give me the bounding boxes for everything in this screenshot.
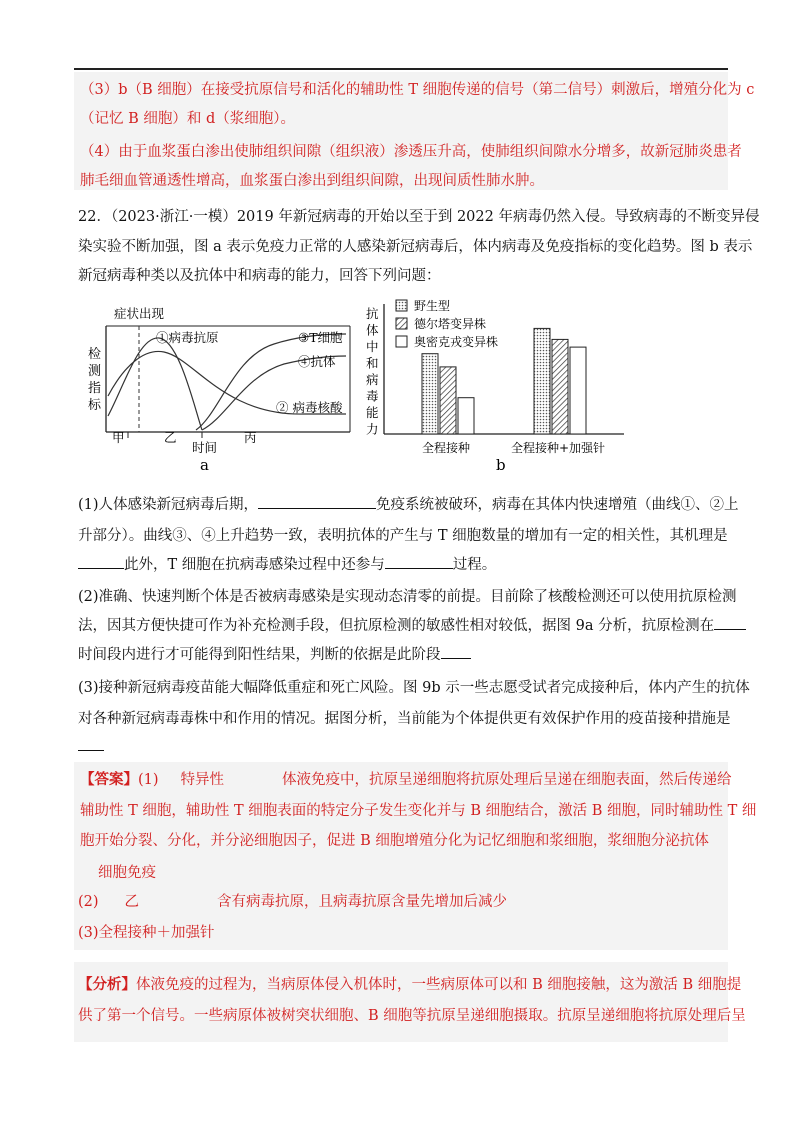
legend-swatch — [396, 336, 407, 347]
figure-a — [84, 296, 358, 474]
bar — [570, 347, 586, 434]
prev-answer-line-4b: 肺毛细血管通透性增高，血浆蛋白渗出到组织间隙，出现间质性肺水肿。 — [80, 173, 544, 189]
q1-text-pre: (1)人体感染新冠病毒后期， — [78, 497, 259, 513]
answer-tag: 【答案】 — [80, 771, 138, 788]
prev-answer-line-3a: （3）b（B 细胞）在接受抗原信号和活化的辅助性 T 细胞传递的信号（第二信号）刺激后，增殖分化为 c — [80, 82, 755, 98]
answer-1-blank-2a: 体液免疫中，抗原呈递细胞将抗原处理后呈递在细胞表面，然后传递给 — [282, 772, 732, 788]
question-1-line-a — [78, 493, 739, 514]
analysis-text-1: 体液免疫的过程为，当病原体侵入机体时，一些病原体可以和 B 细胞接触，这为激活 B 细胞提 — [136, 977, 742, 993]
fig-b-legend — [396, 298, 498, 349]
fig-a-label-virus-antigen: ①病毒抗原 — [156, 330, 219, 345]
q2-blank-1[interactable] — [714, 615, 746, 630]
q1-blank-2[interactable] — [78, 554, 124, 569]
question-3-line-a: (3)接种新冠病毒疫苗能大幅降低重症和死亡风险。图 9b 示一些志愿受试者完成接种后，体内产生的抗体 — [78, 680, 750, 696]
q2-text-pre: 法，因其方便快捷可作为补充检测手段，但抗原检测的敏感性相对较低，据图 9a 分析，抗原检测在 — [78, 618, 715, 634]
top-rule — [74, 68, 728, 70]
legend-swatch — [396, 300, 407, 311]
q2-blank-2[interactable] — [441, 644, 471, 659]
fig-a-label-t-cell: ③T细胞 — [298, 330, 343, 345]
fig-a-ylabel-4: 标 — [88, 398, 102, 413]
question-3-line-b: 对各种新冠病毒毒株中和作用的情况。据图分析，当前能为个体提供更有效保护作用的疫苗接种措施是 — [78, 711, 731, 727]
question-1-line-b: 升部分）。曲线③、④上升趋势一致，表明抗体的产生与 T 细胞数量的增加有一定的相关性，其机理是 — [78, 528, 728, 544]
question-stem-1: 22．（2023·浙江·一模）2019 年新冠病毒的开始以至于到 2022 年病毒仍然入侵。导致病毒的不断变异侵 — [78, 209, 760, 225]
figure-b-chart — [362, 292, 634, 474]
fig-b-ylabel-char: 体 — [366, 322, 379, 338]
q1-blank-3[interactable] — [385, 554, 453, 569]
legend-label: 德尔塔变异株 — [414, 317, 487, 331]
bar — [440, 367, 456, 434]
fig-a-ylabel-1: 检 — [88, 347, 102, 362]
q3-blank-1[interactable] — [78, 736, 104, 751]
answer-2-blank-1: 乙 — [124, 894, 140, 910]
fig-b-ylabel-char: 抗 — [366, 306, 379, 321]
bar — [422, 354, 438, 434]
fig-b-category-labels — [422, 440, 605, 455]
answer-line-6: (3)全程接种＋加强针 — [78, 925, 215, 941]
answer-1-blank-1: 特异性 — [180, 772, 225, 788]
answer-2-blank-2: 含有病毒抗原，且病毒抗原含量先增加后减少 — [217, 894, 508, 910]
fig-a-symptom-label: 症状出现 — [114, 306, 165, 321]
answer-1-num: (1) — [138, 772, 159, 788]
answer-2-num: (2) — [78, 894, 99, 910]
analysis-tag: 【分析】 — [78, 976, 136, 993]
question-2-line-b — [78, 614, 746, 635]
category-label: 全程接种+加强针 — [510, 441, 606, 455]
fig-b-ylabel-char: 力 — [366, 421, 379, 437]
question-1-line-c — [78, 553, 496, 574]
fig-a-ylabel-3: 指 — [88, 381, 102, 396]
answer-line-5 — [78, 890, 507, 911]
question-stem-2: 染实验不断加强，图 a 表示免疫力正常的人感染新冠病毒后，体内病毒及免疫指标的变化趋势。图 b 表示 — [78, 239, 753, 255]
fig-b-ylabel — [366, 306, 379, 437]
analysis-line-2: 供了第一个信号。一些病原体被树突状细胞、B 细胞等抗原呈递细胞摄取。抗原呈递细胞将抗原处理后呈 — [78, 1008, 746, 1024]
fig-a-caption: a — [200, 456, 209, 474]
fig-a-phase-yi: 乙 — [164, 430, 177, 445]
fig-b-ylabel-char: 中 — [366, 339, 379, 354]
fig-b-ylabel-char: 病 — [366, 372, 379, 387]
question-3-blank — [78, 736, 104, 755]
question-stem-3: 新冠病毒种类以及抗体中和病毒的能力，回答下列问题： — [78, 268, 441, 284]
q1-text-end: 过程。 — [452, 557, 497, 573]
prev-answer-line-3b: （记忆 B 细胞）和 d（浆细胞）。 — [80, 111, 296, 127]
fig-a-ylabel-2: 测 — [88, 364, 102, 379]
answer-line-1 — [80, 768, 732, 789]
q1-blank-1[interactable] — [258, 494, 376, 509]
answer-line-4: 细胞免疫 — [98, 865, 156, 881]
fig-a-phase-jia: 甲 — [112, 430, 125, 445]
fig-b-ylabel-char: 能 — [366, 405, 379, 420]
question-2-line-c — [78, 643, 471, 664]
q2-text-basis: 时间段内进行才可能得到阳性结果，判断的依据是此阶段 — [78, 647, 441, 663]
q1-text-mid: 此外，T 细胞在抗病毒感染过程中还参与 — [124, 557, 385, 573]
fig-b-caption: b — [496, 456, 506, 474]
prev-answer-line-4a: （4）由于血浆蛋白渗出使肺组织间隙（组织液）渗透压升高，使肺组织间隙水分增多，故新冠肺炎患者 — [80, 144, 742, 160]
question-2-line-a: (2)准确、快速判断个体是否被病毒感染是实现动态清零的前提。目前除了核酸检测还可以使用抗原检测 — [78, 589, 737, 605]
bar — [552, 339, 568, 434]
answer-line-2: 辅助性 T 细胞，辅助性 T 细胞表面的特定分子发生变化并与 B 细胞结合，激活 B 细胞，同时辅助性 T 细 — [80, 803, 757, 819]
fig-b-ylabel-char: 毒 — [366, 388, 379, 404]
category-label: 全程接种 — [421, 441, 471, 455]
curve-t-cell — [196, 334, 346, 430]
legend-label: 奥密克戎变异株 — [414, 335, 499, 349]
legend-label: 野生型 — [414, 299, 451, 313]
fig-a-xlabel: 时间 — [192, 440, 218, 455]
legend-swatch — [396, 318, 407, 329]
answer-line-3: 胞开始分裂、分化，并分泌细胞因子，促进 B 细胞增殖分化为记忆细胞和浆细胞，浆细胞分泌抗体 — [80, 833, 709, 849]
fig-a-label-antibody: ④抗体 — [298, 354, 336, 369]
fig-b-ylabel-char: 和 — [366, 355, 379, 371]
q1-text-post: 免疫系统被破环，病毒在其体内快速增殖（曲线①、②上 — [376, 497, 739, 513]
fig-a-phase-bing: 丙 — [244, 430, 257, 445]
analysis-line-1 — [78, 973, 741, 994]
bar — [534, 328, 550, 434]
bar — [458, 398, 474, 434]
fig-a-label-virus-nucleic-acid: ② 病毒核酸 — [276, 400, 343, 415]
